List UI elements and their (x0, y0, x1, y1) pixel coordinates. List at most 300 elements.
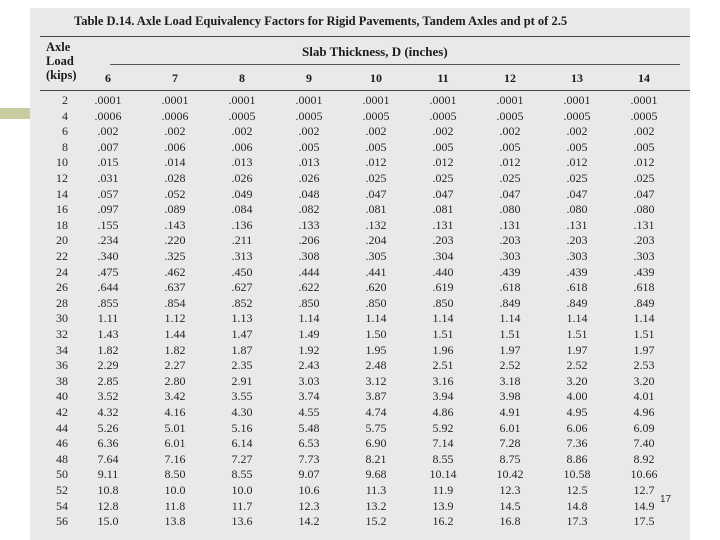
factor-cell: 2.27 (164, 358, 186, 373)
table-row (30, 437, 690, 451)
factor-cell: .031 (97, 171, 119, 185)
table-row (30, 234, 690, 248)
factor-cell: 3.52 (97, 389, 119, 404)
factor-cell: 7.14 (432, 436, 454, 451)
header-bottom-rule (40, 90, 690, 91)
factor-cell: .002 (566, 124, 588, 139)
factor-cell: 4.30 (231, 405, 253, 419)
factor-cell: .133 (298, 217, 320, 232)
factor-cell: 10.58 (563, 467, 591, 482)
factor-cell: 1.51 (432, 327, 454, 341)
factor-cell: 6.14 (231, 436, 253, 451)
axle-load-cell: 42 (56, 405, 68, 419)
factor-cell: .850 (365, 295, 387, 310)
factor-cell: 7.40 (633, 436, 655, 451)
factor-cell: .005 (365, 139, 387, 154)
table-row (30, 312, 690, 326)
factor-cell: .627 (231, 280, 253, 295)
factor-cell: .313 (231, 249, 253, 263)
factor-cell: 17.3 (566, 514, 588, 529)
factor-cell: 8.21 (365, 451, 387, 466)
factor-cell: .012 (432, 155, 454, 170)
factor-cell: 6.09 (633, 420, 655, 435)
factor-cell: 10.66 (630, 467, 658, 482)
factor-cell: 15.2 (365, 514, 387, 529)
factor-cell: .439 (499, 264, 521, 279)
column-header: 7 (172, 71, 178, 85)
factor-cell: 1.82 (164, 342, 186, 357)
factor-cell: 5.75 (365, 420, 387, 435)
factor-cell: .015 (97, 155, 119, 170)
factor-cell: 9.11 (97, 467, 119, 482)
factor-cell: .0005 (630, 108, 658, 123)
factor-cell: .620 (365, 280, 387, 295)
axle-load-cell: 26 (56, 280, 68, 295)
factor-cell: 16.8 (499, 514, 521, 529)
factor-cell: 12.7 (633, 483, 655, 497)
factor-cell: .462 (164, 264, 186, 279)
factor-cell: .131 (432, 217, 454, 232)
factor-cell: .211 (231, 233, 253, 248)
factor-cell: .0006 (161, 108, 189, 123)
factor-cell: .052 (164, 186, 186, 201)
axle-load-cell: 34 (56, 342, 68, 357)
factor-cell: .012 (566, 155, 588, 170)
table-row (30, 188, 690, 202)
factor-cell: 1.43 (97, 327, 119, 341)
factor-cell: .080 (499, 202, 521, 217)
factor-cell: 5.48 (298, 420, 320, 435)
factor-cell: 3.03 (298, 373, 320, 388)
factor-cell: 6.06 (566, 420, 588, 435)
factor-cell: 10.42 (496, 467, 524, 482)
factor-cell: .0006 (94, 108, 122, 123)
axle-load-cell: 8 (62, 139, 68, 154)
table-row (30, 94, 690, 108)
factor-cell: 1.13 (231, 311, 253, 326)
factor-cell: 6.90 (365, 436, 387, 451)
factor-cell: .002 (365, 124, 387, 139)
factor-cell: .002 (164, 124, 186, 139)
factor-cell: .441 (365, 264, 387, 279)
factor-cell: .440 (432, 264, 454, 279)
factor-cell: .849 (633, 295, 655, 310)
factor-cell: .049 (231, 186, 253, 201)
factor-cell: 4.86 (432, 405, 454, 419)
factor-cell: .203 (566, 233, 588, 248)
factor-cell: 1.97 (499, 342, 521, 357)
factor-cell: 7.27 (231, 451, 253, 466)
table-row (30, 110, 690, 124)
factor-cell: .618 (499, 280, 521, 295)
factor-cell: 4.96 (633, 405, 655, 419)
factor-cell: .002 (499, 124, 521, 139)
factor-cell: 6.53 (298, 436, 320, 451)
factor-cell: 7.16 (164, 451, 186, 466)
factor-cell: 3.98 (499, 389, 521, 404)
factor-cell: .305 (365, 249, 387, 263)
factor-cell: 2.85 (97, 373, 119, 388)
factor-cell: .852 (231, 295, 253, 310)
factor-cell: .0001 (228, 93, 256, 107)
factor-cell: .0001 (94, 93, 122, 107)
factor-cell: .005 (432, 139, 454, 154)
scanned-table-page (30, 8, 690, 540)
factor-cell: .014 (164, 155, 186, 170)
column-header: 8 (239, 71, 245, 85)
factor-cell: .002 (97, 124, 119, 139)
factor-cell: 1.14 (566, 311, 588, 326)
factor-cell: 2.80 (164, 373, 186, 388)
factor-cell: 10.0 (231, 483, 253, 497)
factor-cell: .220 (164, 233, 186, 248)
factor-cell: 8.55 (432, 451, 454, 466)
factor-cell: 5.01 (164, 420, 186, 435)
factor-cell: 3.94 (432, 389, 454, 404)
factor-cell: .0005 (429, 108, 457, 123)
factor-cell: 1.11 (97, 311, 119, 326)
factor-cell: 4.95 (566, 405, 588, 419)
factor-cell: .203 (499, 233, 521, 248)
factor-cell: .005 (499, 139, 521, 154)
factor-cell: 1.97 (566, 342, 588, 357)
axle-load-cell: 20 (56, 233, 68, 248)
factor-cell: .006 (231, 139, 253, 154)
factor-cell: 8.75 (499, 451, 521, 466)
factor-cell: .097 (97, 202, 119, 217)
axle-load-cell: 16 (56, 202, 68, 217)
factor-cell: .204 (365, 233, 387, 248)
factor-cell: .0005 (228, 108, 256, 123)
factor-cell: .047 (566, 186, 588, 201)
axle-header-line: (kips) (46, 68, 77, 82)
factor-cell: 15.0 (97, 514, 119, 529)
table-row (30, 422, 690, 436)
factor-cell: .0001 (295, 93, 323, 107)
factor-cell: .082 (298, 202, 320, 217)
factor-cell: .637 (164, 280, 186, 295)
slab-thickness-header: Slab Thickness, D (inches) (302, 44, 448, 59)
factor-cell: 7.36 (566, 436, 588, 451)
table-row (30, 484, 690, 498)
column-header: 13 (571, 71, 583, 85)
factor-cell: .0001 (362, 93, 390, 107)
factor-cell: .005 (566, 139, 588, 154)
factor-cell: 1.51 (566, 327, 588, 341)
factor-cell: 6.36 (97, 436, 119, 451)
factor-cell: 1.51 (499, 327, 521, 341)
factor-cell: 8.86 (566, 451, 588, 466)
factor-cell: .080 (633, 202, 655, 217)
factor-cell: .025 (432, 171, 454, 185)
factor-cell: .0005 (295, 108, 323, 123)
factor-cell: .132 (365, 217, 387, 232)
factor-cell: .089 (164, 202, 186, 217)
factor-cell: .0001 (496, 93, 524, 107)
factor-cell: 10.0 (164, 483, 186, 497)
factor-cell: .303 (566, 249, 588, 263)
table-row (30, 500, 690, 514)
table-row (30, 266, 690, 280)
factor-cell: .012 (499, 155, 521, 170)
factor-cell: .002 (231, 124, 253, 139)
factor-cell: 4.01 (633, 389, 655, 404)
table-row (30, 125, 690, 139)
table-row (30, 375, 690, 389)
factor-cell: .850 (432, 295, 454, 310)
factor-cell: 1.82 (97, 342, 119, 357)
factor-cell: 3.20 (566, 373, 588, 388)
factor-cell: 2.53 (633, 358, 655, 373)
table-row (30, 203, 690, 217)
factor-cell: 3.16 (432, 373, 454, 388)
title-rule (40, 36, 690, 37)
factor-cell: .450 (231, 264, 253, 279)
axle-load-cell: 28 (56, 295, 68, 310)
factor-cell: .131 (499, 217, 521, 232)
table-row (30, 172, 690, 186)
factor-cell: .303 (633, 249, 655, 263)
factor-cell: 3.55 (231, 389, 253, 404)
column-header: 14 (638, 71, 650, 85)
factor-cell: 1.14 (633, 311, 655, 326)
factor-cell: 1.96 (432, 342, 454, 357)
factor-cell: 4.32 (97, 405, 119, 419)
factor-cell: .026 (298, 171, 320, 185)
factor-cell: 4.16 (164, 405, 186, 419)
factor-cell: .131 (566, 217, 588, 232)
factor-cell: 11.9 (432, 483, 454, 497)
factor-cell: .006 (164, 139, 186, 154)
factor-cell: .143 (164, 217, 186, 232)
factor-cell: 11.7 (231, 498, 253, 513)
factor-cell: .0001 (563, 93, 591, 107)
factor-cell: .308 (298, 249, 320, 263)
column-header: 9 (306, 71, 312, 85)
axle-load-cell: 52 (56, 483, 68, 497)
factor-cell: 7.73 (298, 451, 320, 466)
factor-cell: 13.6 (231, 514, 253, 529)
factor-cell: 3.42 (164, 389, 186, 404)
factor-cell: .849 (566, 295, 588, 310)
axle-load-cell: 22 (56, 249, 68, 263)
factor-cell: 8.50 (164, 467, 186, 482)
factor-cell: 2.43 (298, 358, 320, 373)
factor-cell: .028 (164, 171, 186, 185)
axle-load-cell: 18 (56, 217, 68, 232)
factor-cell: 17.5 (633, 514, 655, 529)
factor-cell: 3.12 (365, 373, 387, 388)
factor-cell: .025 (633, 171, 655, 185)
factor-cell: 1.14 (432, 311, 454, 326)
factor-cell: .080 (566, 202, 588, 217)
factor-cell: .304 (432, 249, 454, 263)
page-number: 17 (660, 494, 672, 505)
table-row (30, 281, 690, 295)
factor-cell: .002 (432, 124, 454, 139)
factor-cell: 1.12 (164, 311, 186, 326)
axle-load-cell: 44 (56, 420, 68, 435)
table-row (30, 515, 690, 529)
factor-cell: .644 (97, 280, 119, 295)
factor-cell: 2.29 (97, 358, 119, 373)
factor-cell: 1.92 (298, 342, 320, 357)
column-header: 10 (370, 71, 382, 85)
factor-cell: .0005 (563, 108, 591, 123)
axle-load-cell: 12 (56, 171, 68, 185)
factor-cell: 12.5 (566, 483, 588, 497)
factor-cell: 1.14 (499, 311, 521, 326)
factor-cell: .002 (298, 124, 320, 139)
factor-cell: .303 (499, 249, 521, 263)
factor-cell: 2.48 (365, 358, 387, 373)
factor-cell: .136 (231, 217, 253, 232)
factor-cell: 11.3 (365, 483, 387, 497)
factor-cell: 11.8 (164, 498, 186, 513)
factor-cell: .047 (432, 186, 454, 201)
factor-cell: .0001 (429, 93, 457, 107)
factor-cell: 8.92 (633, 451, 655, 466)
factor-cell: .081 (365, 202, 387, 217)
factor-cell: .013 (298, 155, 320, 170)
factor-cell: .025 (566, 171, 588, 185)
axle-header-line: Load (46, 54, 74, 68)
factor-cell: 8.55 (231, 467, 253, 482)
factor-cell: .026 (231, 171, 253, 185)
factor-cell: .155 (97, 217, 119, 232)
axle-load-cell: 4 (62, 108, 68, 123)
factor-cell: .005 (298, 139, 320, 154)
factor-cell: 10.14 (429, 467, 457, 482)
column-header: 11 (437, 71, 449, 85)
factor-cell: 10.8 (97, 483, 119, 497)
column-header: 12 (504, 71, 516, 85)
factor-cell: .855 (97, 295, 119, 310)
factor-cell: .0001 (161, 93, 189, 107)
factor-cell: 12.8 (97, 498, 119, 513)
axle-load-cell: 54 (56, 498, 68, 513)
factor-cell: .439 (566, 264, 588, 279)
factor-cell: .849 (499, 295, 521, 310)
factor-cell: 1.87 (231, 342, 253, 357)
factor-cell: .005 (633, 139, 655, 154)
axle-header-line: Axle (46, 40, 71, 54)
factor-cell: 1.44 (164, 327, 186, 341)
factor-cell: 2.51 (432, 358, 454, 373)
factor-cell: 6.01 (499, 420, 521, 435)
factor-cell: 1.97 (633, 342, 655, 357)
axle-load-cell: 10 (56, 155, 68, 170)
factor-cell: .619 (432, 280, 454, 295)
table-title: Table D.14. Axle Load Equivalency Factors for Rigid Pavements, Tandem Axles and pt of 2.5 (74, 14, 568, 28)
factor-cell: .0005 (362, 108, 390, 123)
factor-cell: .057 (97, 186, 119, 201)
axle-load-header (46, 40, 77, 82)
factor-cell: .002 (633, 124, 655, 139)
factor-cell: 14.9 (633, 498, 655, 513)
factor-cell: 5.26 (97, 420, 119, 435)
factor-cell: 9.07 (298, 467, 320, 482)
table-row (30, 453, 690, 467)
factor-cell: .048 (298, 186, 320, 201)
axle-load-cell: 24 (56, 264, 68, 279)
table-row (30, 359, 690, 373)
factor-cell: 1.14 (365, 311, 387, 326)
factor-cell: .0001 (630, 93, 658, 107)
factor-cell: 5.16 (231, 420, 253, 435)
factor-cell: 4.55 (298, 405, 320, 419)
axle-load-cell: 38 (56, 373, 68, 388)
factor-cell: 1.47 (231, 327, 253, 341)
axle-load-cell: 46 (56, 436, 68, 451)
factor-cell: .622 (298, 280, 320, 295)
factor-cell: .047 (365, 186, 387, 201)
factor-cell: .012 (633, 155, 655, 170)
factor-cell: 2.91 (231, 373, 253, 388)
header-subrule (110, 64, 680, 65)
factor-cell: .047 (633, 186, 655, 201)
axle-load-cell: 48 (56, 451, 68, 466)
factor-cell: 13.9 (432, 498, 454, 513)
factor-cell: 14.5 (499, 498, 521, 513)
factor-cell: 5.92 (432, 420, 454, 435)
factor-cell: .444 (298, 264, 320, 279)
axle-load-cell: 32 (56, 327, 68, 341)
axle-load-cell: 56 (56, 514, 68, 529)
axle-load-cell: 50 (56, 467, 68, 482)
factor-cell: .854 (164, 295, 186, 310)
factor-cell: .0005 (496, 108, 524, 123)
factor-cell: .012 (365, 155, 387, 170)
axle-load-cell: 30 (56, 311, 68, 326)
factor-cell: .131 (633, 217, 655, 232)
factor-cell: 3.20 (633, 373, 655, 388)
factor-cell: .325 (164, 249, 186, 263)
factor-cell: .475 (97, 264, 119, 279)
factor-cell: .340 (97, 249, 119, 263)
table-row (30, 344, 690, 358)
factor-cell: 2.35 (231, 358, 253, 373)
table-row (30, 406, 690, 420)
factor-cell: 7.28 (499, 436, 521, 451)
factor-cell: 3.74 (298, 389, 320, 404)
factor-cell: .203 (633, 233, 655, 248)
factor-cell: .618 (633, 280, 655, 295)
factor-cell: 2.52 (499, 358, 521, 373)
factor-cell: .618 (566, 280, 588, 295)
factor-cell: 6.01 (164, 436, 186, 451)
factor-cell: 12.3 (499, 483, 521, 497)
axle-load-cell: 6 (62, 124, 68, 139)
factor-cell: .025 (499, 171, 521, 185)
factor-cell: 13.2 (365, 498, 387, 513)
factor-cell: 3.87 (365, 389, 387, 404)
factor-cell: 1.95 (365, 342, 387, 357)
axle-load-cell: 14 (56, 186, 68, 201)
axle-load-cell: 2 (62, 93, 68, 107)
factor-cell: .025 (365, 171, 387, 185)
factor-cell: 14.2 (298, 514, 320, 529)
factor-cell: 3.18 (499, 373, 521, 388)
factor-cell: 1.50 (365, 327, 387, 341)
factor-cell: 4.74 (365, 405, 387, 419)
factor-cell: 10.6 (298, 483, 320, 497)
table-row (30, 328, 690, 342)
factor-cell: .047 (499, 186, 521, 201)
factor-cell: 2.52 (566, 358, 588, 373)
table-row (30, 219, 690, 233)
table-row (30, 390, 690, 404)
